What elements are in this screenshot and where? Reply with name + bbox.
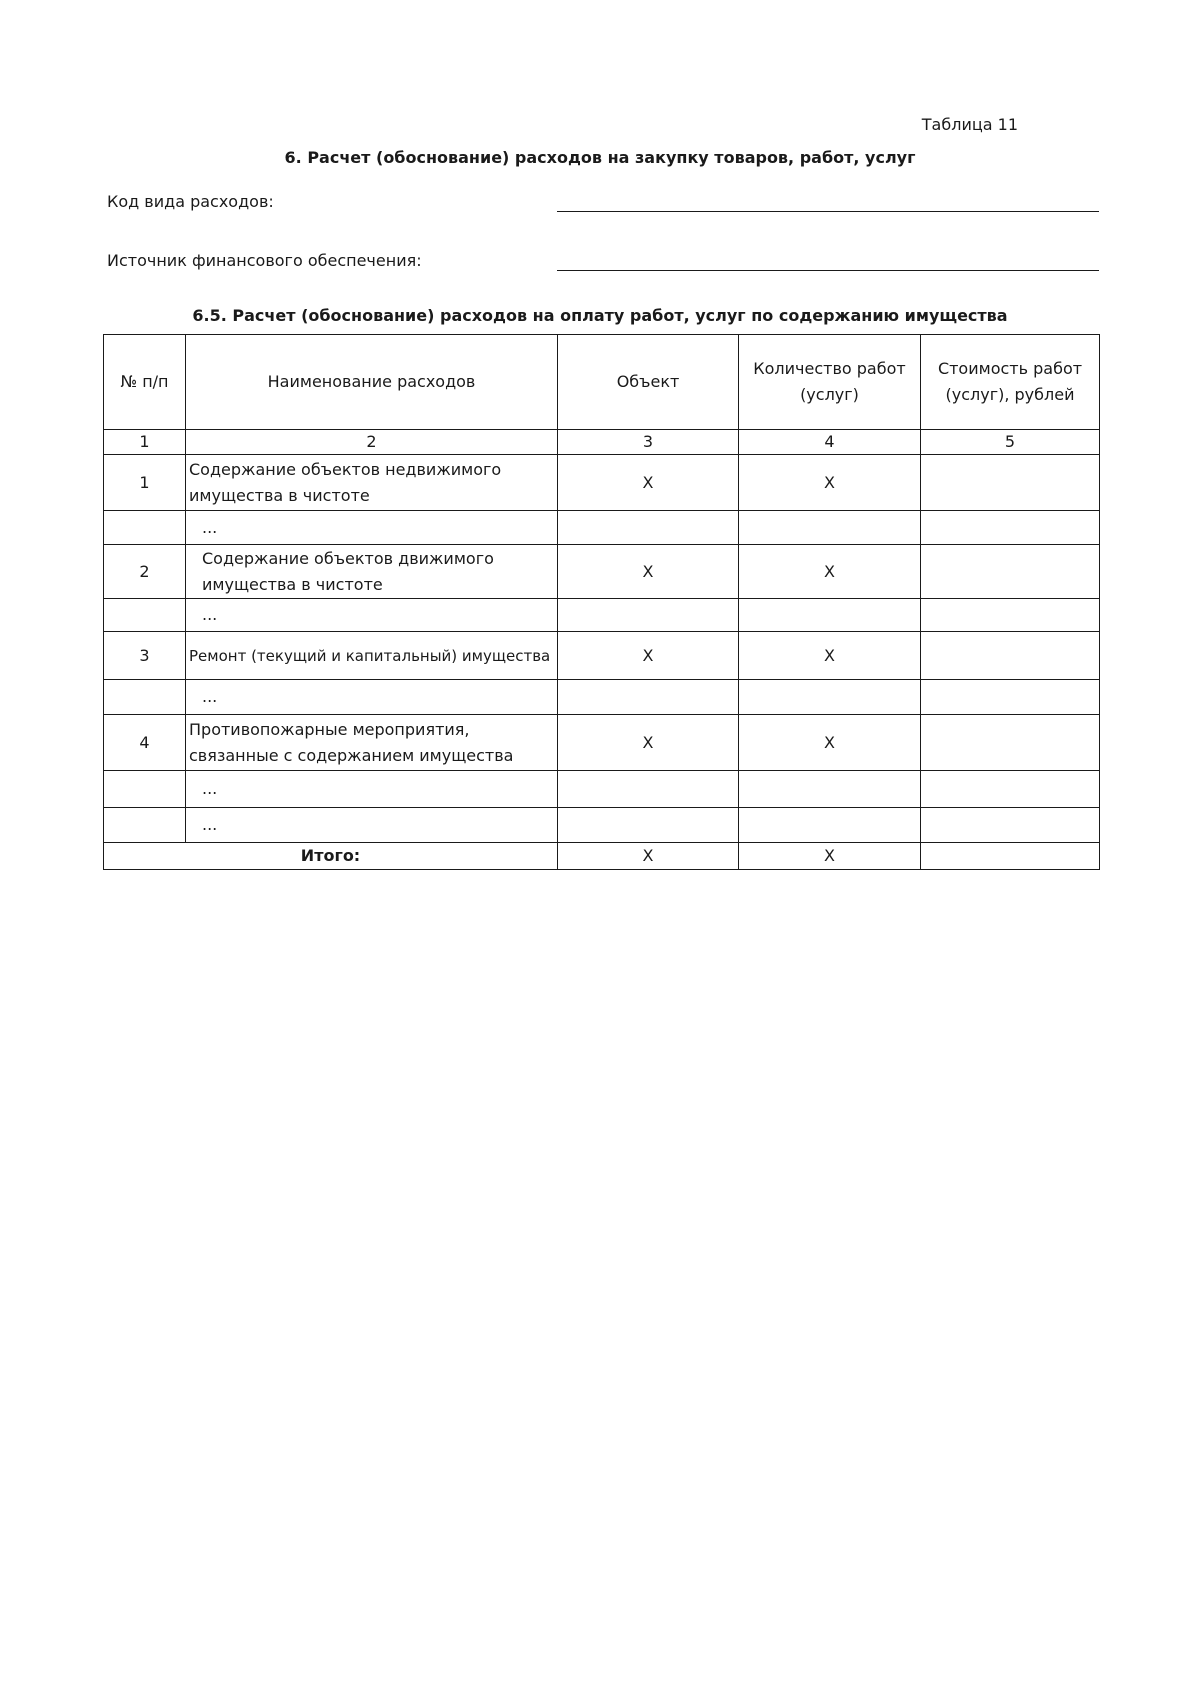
row-object [558,808,739,843]
row-quantity: Х [739,715,921,771]
row-cost[interactable] [921,680,1100,715]
row-object [558,680,739,715]
row-name: Противопожарные мероприятия, связанные с содержанием имущества [186,715,558,771]
row-num [104,680,186,715]
funding-source-line[interactable] [557,270,1099,271]
total-object: Х [558,843,739,870]
table-row [104,455,1100,511]
row-name: ... [186,680,558,715]
row-cost[interactable] [921,632,1100,680]
row-quantity [739,771,921,808]
table-number: Таблица 11 [921,115,1018,134]
header-name: Наименование расходов [186,335,558,430]
row-cost[interactable] [921,808,1100,843]
document-title: 6. Расчет (обоснование) расходов на закупку товаров, работ, услуг [284,148,916,167]
row-quantity: Х [739,545,921,599]
table-row [104,545,1100,599]
row-cost[interactable] [921,715,1100,771]
expense-code-line[interactable] [557,211,1099,212]
row-num [104,599,186,632]
header-cost: Стоимость работ (услуг), рублей [921,335,1100,430]
row-cost[interactable] [921,511,1100,545]
row-quantity: Х [739,455,921,511]
row-num [104,808,186,843]
row-num [104,511,186,545]
row-name: ... [186,771,558,808]
column-number: 2 [186,430,558,455]
header-quantity: Количество работ (услуг) [739,335,921,430]
row-cost[interactable] [921,455,1100,511]
row-quantity [739,511,921,545]
row-object: Х [558,632,739,680]
row-object [558,599,739,632]
total-label: Итого: [104,843,558,870]
row-name: Содержание объектов недвижимого имущества в чистоте [186,455,558,511]
table-row [104,771,1100,808]
table-row [104,632,1100,680]
funding-source-label: Источник финансового обеспечения: [107,251,422,270]
header-num: № п/п [104,335,186,430]
section-title: 6.5. Расчет (обоснование) расходов на оплату работ, услуг по содержанию имущества [192,306,1008,325]
table-row [104,511,1100,545]
row-name: ... [186,511,558,545]
total-cost[interactable] [921,843,1100,870]
row-quantity [739,808,921,843]
row-num: 3 [104,632,186,680]
column-number: 4 [739,430,921,455]
table-header-row [104,335,1100,430]
row-name: Содержание объектов движимого имущества в чистоте [186,545,558,599]
column-number: 5 [921,430,1100,455]
row-quantity [739,680,921,715]
row-object: Х [558,545,739,599]
table-row [104,808,1100,843]
row-num [104,771,186,808]
row-object [558,771,739,808]
total-quantity: Х [739,843,921,870]
row-object: Х [558,455,739,511]
total-row [104,843,1100,870]
table-row [104,599,1100,632]
row-name: Ремонт (текущий и капитальный) имущества [186,632,558,680]
row-quantity: Х [739,632,921,680]
row-name: ... [186,808,558,843]
expense-code-label: Код вида расходов: [107,192,274,211]
column-number: 1 [104,430,186,455]
column-number: 3 [558,430,739,455]
row-cost[interactable] [921,545,1100,599]
row-cost[interactable] [921,599,1100,632]
row-object [558,511,739,545]
column-numbers-row [104,430,1100,455]
row-num: 4 [104,715,186,771]
table-row [104,680,1100,715]
row-name: ... [186,599,558,632]
row-quantity [739,599,921,632]
row-num: 2 [104,545,186,599]
header-object: Объект [558,335,739,430]
row-cost[interactable] [921,771,1100,808]
expenses-table [103,334,1100,870]
row-num: 1 [104,455,186,511]
row-object: Х [558,715,739,771]
table-row [104,715,1100,771]
